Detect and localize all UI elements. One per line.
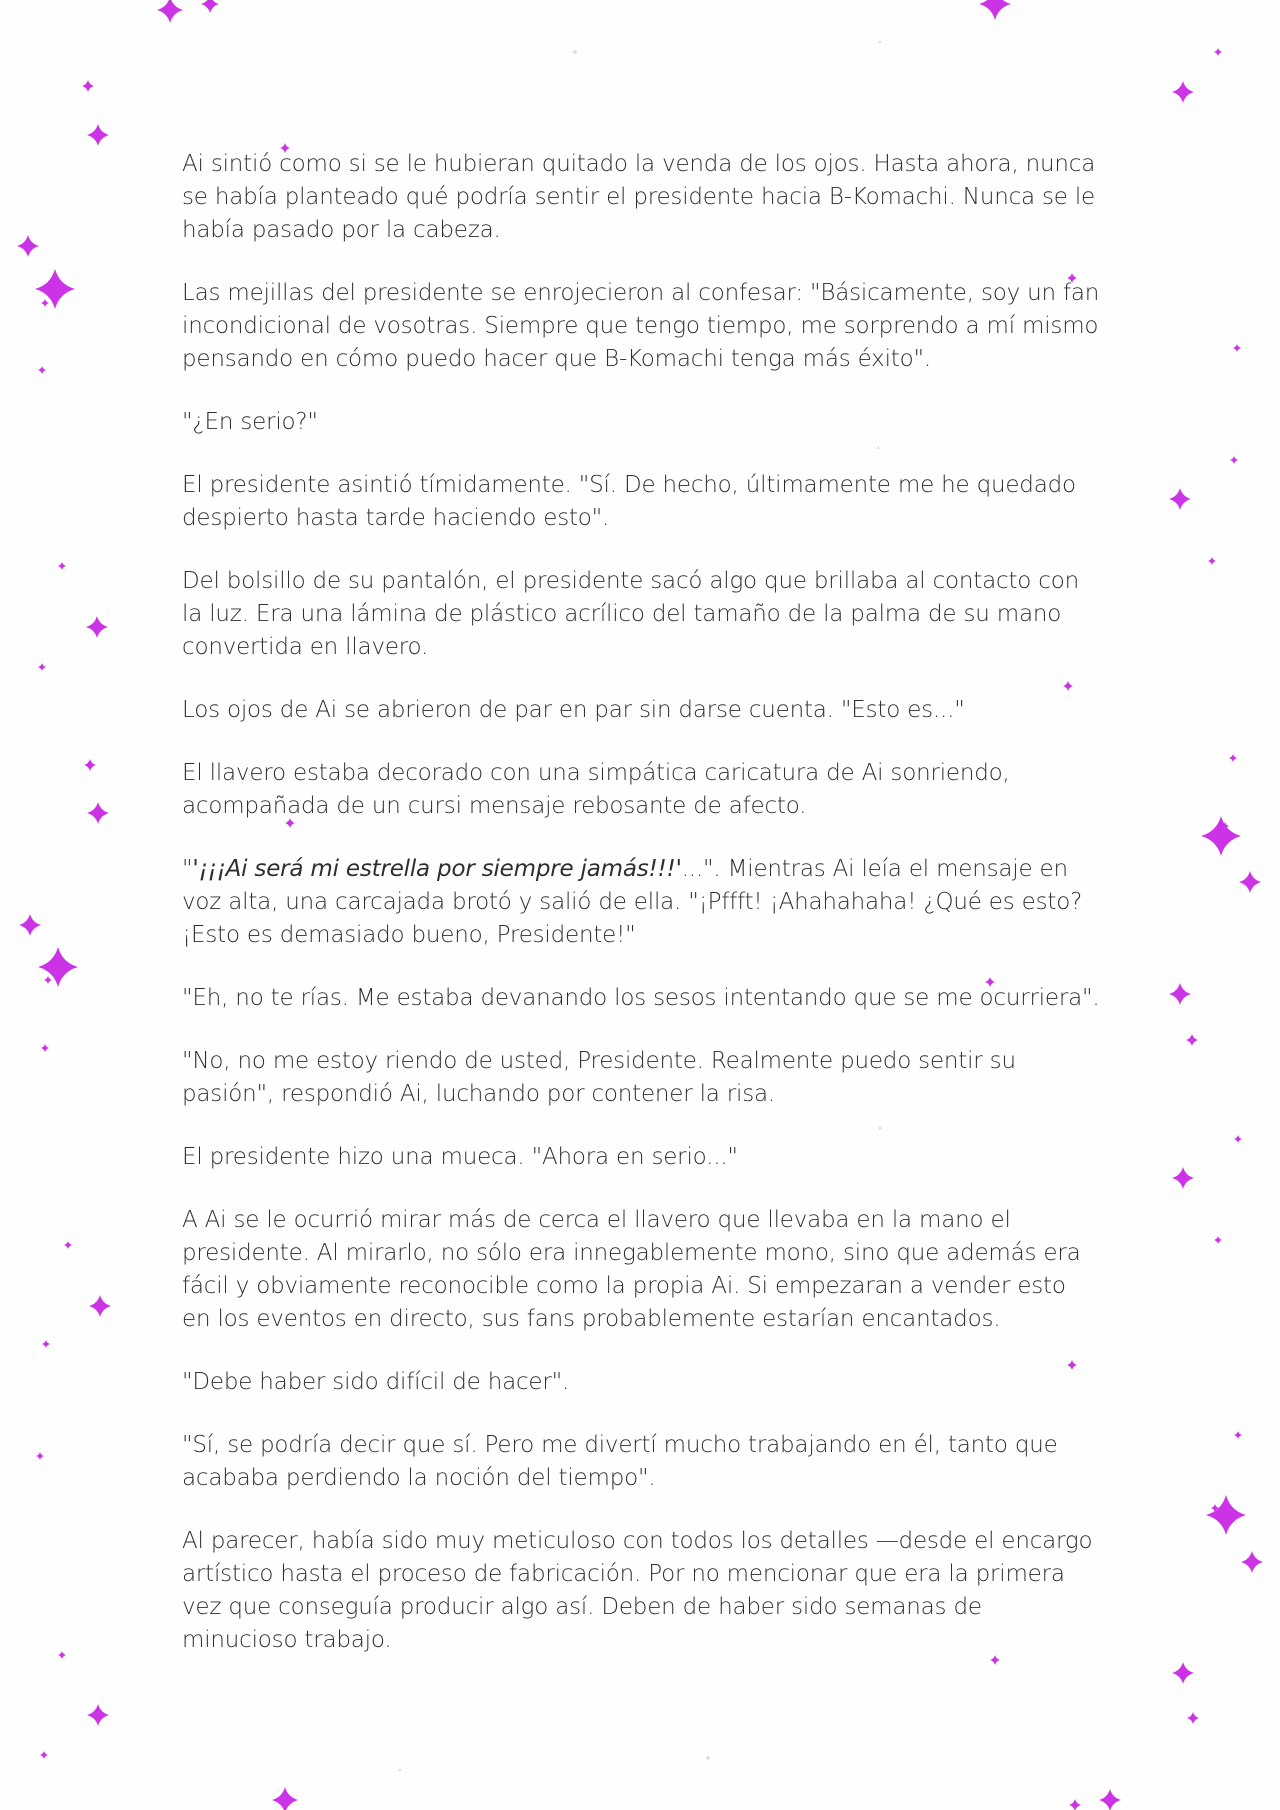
four-point-sparkle-icon: [398, 1768, 402, 1772]
paragraph-4: El presidente asintió tímidamente. "Sí. De hecho, últimamente me he quedado despierto hasta tarde haciendo esto".: [182, 472, 1076, 531]
four-point-sparkle-icon: [878, 40, 882, 44]
four-point-sparkle-icon: [201, 0, 219, 13]
paragraph-7: El llavero estaba decorado con una simpática caricatura de Ai sonriendo, acompañada de un cursi mensaje rebosante de afecto.: [182, 760, 1010, 819]
paragraph-8-lead: ": [182, 856, 193, 882]
paragraph-5: Del bolsillo de su pantalón, el presidente sacó algo que brillaba al contacto con la luz. Era una lámina de plástico acrílico del tamaño de la palma de su mano convertida en llavero.: [182, 568, 1079, 660]
four-point-sparkle-icon: [38, 663, 46, 671]
four-point-sparkle-icon: [40, 1751, 48, 1759]
four-point-sparkle-icon: [1169, 488, 1191, 510]
four-point-sparkle-icon: [38, 366, 46, 374]
four-point-sparkle-icon: [1214, 1236, 1222, 1244]
four-point-sparkle-icon: [87, 124, 109, 146]
four-point-sparkle-icon: [44, 976, 52, 984]
four-point-sparkle-icon: [1233, 344, 1241, 352]
paragraph-3: "¿En serio?": [182, 409, 318, 435]
four-point-sparkle-icon: [979, 0, 1011, 20]
paragraph-2: Las mejillas del presidente se enrojecieron al confesar: "Básicamente, soy un fan incondicional de vosotras. Siempre que tengo tiempo, me sorprendo a mí mismo pensando en cómo puedo hacer que B-Komachi tenga más éxito".: [182, 280, 1100, 372]
four-point-sparkle-icon: [1208, 557, 1216, 565]
four-point-sparkle-icon: [1169, 983, 1191, 1005]
four-point-sparkle-icon: [58, 1651, 66, 1659]
four-point-sparkle-icon: [41, 1044, 49, 1052]
four-point-sparkle-icon: [1187, 1712, 1199, 1724]
four-point-sparkle-icon: [17, 235, 39, 257]
four-point-sparkle-icon: [1230, 456, 1238, 464]
four-point-sparkle-icon: [58, 562, 66, 570]
four-point-sparkle-icon: [38, 947, 78, 987]
paragraph-14: "Sí, se podría decir que sí. Pero me divertí mucho trabajando en él, tanto que acababa perdiendo la noción del tiempo".: [182, 1432, 1058, 1491]
paragraph-1: Ai sintió como si se le hubieran quitado la venda de los ojos. Hasta ahora, nunca se había planteado qué podría sentir el presidente hacia B-Komachi. Nunca se le había pasado por la cabeza.: [182, 151, 1096, 243]
four-point-sparkle-icon: [87, 1704, 109, 1726]
paragraph-8-rest: ...". Mientras Ai leía el mensaje en voz alta, una carcajada brotó y salió de ella. "¡Pffft! ¡Ahahahaha! ¿Qué es esto? ¡Esto es demasiado bueno, Presidente!": [182, 856, 1083, 948]
four-point-sparkle-icon: [42, 1340, 50, 1348]
paragraph-12: A Ai se le ocurrió mirar más de cerca el llavero que llevaba en la mano el presidente. Al mirarlo, no sólo era innegablemente mono, sino que además era fácil y obviamente reconocible como la propia Ai. Si empezaran a vender esto en los eventos en directo, sus fans probablemente estarían encantados.: [182, 1207, 1081, 1332]
four-point-sparkle-icon: [1234, 1431, 1242, 1439]
four-point-sparkle-icon: [64, 1241, 72, 1249]
four-point-sparkle-icon: [1172, 1167, 1194, 1189]
four-point-sparkle-icon: [1241, 1551, 1263, 1573]
four-point-sparkle-icon: [1239, 871, 1261, 893]
story-text: [182, 148, 1100, 1687]
four-point-sparkle-icon: [1234, 1135, 1242, 1143]
four-point-sparkle-icon: [1229, 754, 1237, 762]
paragraph-8: [182, 853, 1100, 952]
four-point-sparkle-icon: [1099, 1789, 1121, 1810]
paragraph-13: "Debe haber sido difícil de hacer".: [182, 1369, 570, 1395]
four-point-sparkle-icon: [19, 914, 41, 936]
four-point-sparkle-icon: [1172, 1662, 1194, 1684]
four-point-sparkle-icon: [36, 1452, 44, 1460]
four-point-sparkle-icon: [89, 1295, 111, 1317]
four-point-sparkle-icon: [84, 759, 96, 771]
paragraph-15: Al parecer, había sido muy meticuloso con todos los detalles —desde el encargo artístico hasta el proceso de fabricación. Por no mencionar que era la primera vez que conseguía producir algo así. Deben de haber sido semanas de minucioso trabajo.: [182, 1528, 1093, 1653]
four-point-sparkle-icon: [1069, 1799, 1081, 1810]
four-point-sparkle-icon: [1172, 81, 1194, 103]
four-point-sparkle-icon: [82, 80, 94, 92]
four-point-sparkle-icon: [1186, 1034, 1198, 1046]
four-point-sparkle-icon: [572, 49, 578, 55]
paragraph-11: El presidente hizo una mueca. "Ahora en serio...": [182, 1144, 738, 1170]
four-point-sparkle-icon: [705, 1755, 711, 1761]
paragraph-9: "Eh, no te rías. Me estaba devanando los sesos intentando que se me ocurriera".: [182, 985, 1100, 1011]
four-point-sparkle-icon: [87, 802, 109, 824]
keychain-message: '¡¡¡Ai será mi estrella por siempre jamás!!!': [192, 856, 682, 882]
four-point-sparkle-icon: [157, 0, 183, 23]
four-point-sparkle-icon: [1201, 816, 1241, 856]
four-point-sparkle-icon: [86, 616, 108, 638]
paragraph-10: "No, no me estoy riendo de usted, Presidente. Realmente puedo sentir su pasión", respondió Ai, luchando por contener la risa.: [182, 1048, 1016, 1107]
four-point-sparkle-icon: [41, 299, 49, 307]
four-point-sparkle-icon: [272, 1787, 298, 1810]
four-point-sparkle-icon: [1214, 48, 1222, 56]
paragraph-6: Los ojos de Ai se abrieron de par en par sin darse cuenta. "Esto es...": [182, 697, 965, 723]
four-point-sparkle-icon: [1206, 1495, 1246, 1535]
